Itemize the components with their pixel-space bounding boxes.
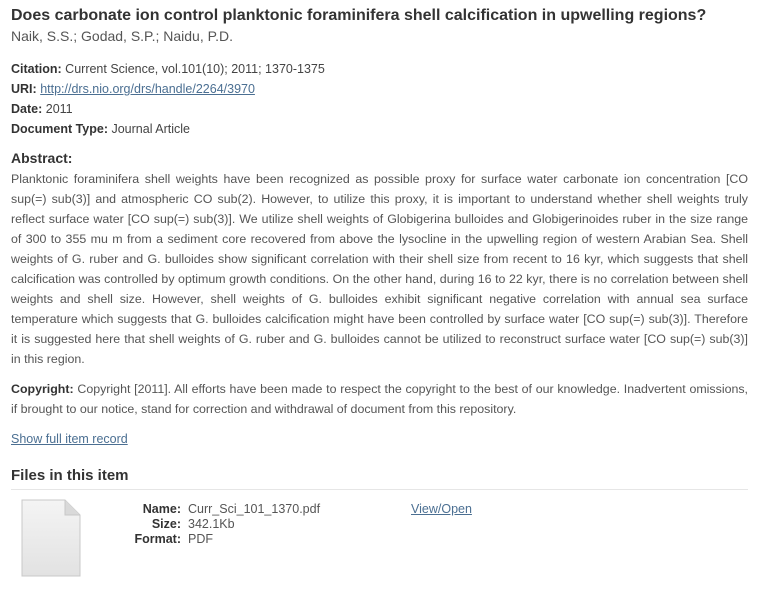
item-authors: Naik, S.S.; Godad, S.P.; Naidu, P.D. xyxy=(11,28,234,44)
uri-row xyxy=(11,79,748,99)
doctype-row xyxy=(11,119,748,139)
file-thumbnail-icon[interactable] xyxy=(21,499,81,577)
date-value: 2011 xyxy=(45,102,73,116)
file-name-label: Name: xyxy=(142,502,181,516)
uri-link[interactable]: http://drs.nio.org/drs/handle/2264/3970 xyxy=(40,82,255,96)
item-title: Does carbonate ion control planktonic foraminifera shell calcification in upwelling regions? xyxy=(11,7,707,24)
citation-value: Current Science, vol.101(10); 2011; 1370-1375 xyxy=(65,62,325,76)
metadata-block xyxy=(11,59,748,139)
file-size-value: 342.1Kb xyxy=(188,517,235,531)
full-record-row xyxy=(11,431,748,447)
file-format-label: Format: xyxy=(134,532,181,546)
citation-row xyxy=(11,59,748,79)
file-details xyxy=(121,502,320,547)
show-full-record-link[interactable]: Show full item record xyxy=(11,432,128,446)
abstract-text: Planktonic foraminifera shell weights have been recognized as possible proxy for surface water carbonate ion concentration [CO sup(=) sub(3)] and atmospheric CO sub(2). However, to utilize this proxy, it is important to understand whether shell weights truly reflect surface water [CO sup(=) sub(3)]. We utilize shell weights of Globigerina bulloides and Globigerinoides ruber in the size range of 300 to 355 mu m from a sediment core recovered from above the lysocline in the upwelling region of western Arabian Sea. Shell weights of G. ruber and G. bulloides show significant correlation with their shell size from recent to 16 kyr, which suggests that shell calcification was controlled by optimum growth conditions. On the other hand, during 16 to 22 kyr, there is no correlation between shell weights and shell size. However, shell weights of G. bulloides exhibit significant negative correlation with annual sea surface temperature which suggests that G. bulloides calcification might have been controlled by surface water [CO sup(=) sub(3)]. Therefore it is suggested here that shell weights of G. ruber and G. bulloides cannot be utilized to reconstruct surface water [CO sup(=) sub(3)] in this region. xyxy=(11,172,748,366)
citation-label: Citation: xyxy=(11,62,62,76)
file-size-label: Size: xyxy=(151,517,181,531)
file-format-row xyxy=(121,532,320,547)
copyright-text: Copyright [2011]. All efforts have been made to respect the copyright to the best of our knowledge. Inadvertent omissions, if brought to our notice, stand for correction and withdrawal of document from this repository. xyxy=(11,382,748,416)
files-heading: Files in this item xyxy=(11,467,748,490)
file-name-row xyxy=(121,502,320,517)
date-label: Date: xyxy=(11,102,43,116)
file-format-value: PDF xyxy=(188,532,213,546)
doctype-label: Document Type: xyxy=(11,122,108,136)
doctype-value: Journal Article xyxy=(111,122,190,136)
date-row xyxy=(11,99,748,119)
abstract-heading: Abstract: xyxy=(11,150,73,166)
copyright-label: Copyright: xyxy=(11,382,74,396)
file-size-row xyxy=(121,517,320,532)
uri-label: URI: xyxy=(11,82,37,96)
copyright-block xyxy=(11,379,748,419)
file-name-value: Curr_Sci_101_1370.pdf xyxy=(188,502,321,516)
view-open-link[interactable]: View/Open xyxy=(411,502,472,516)
file-entry xyxy=(11,498,748,588)
